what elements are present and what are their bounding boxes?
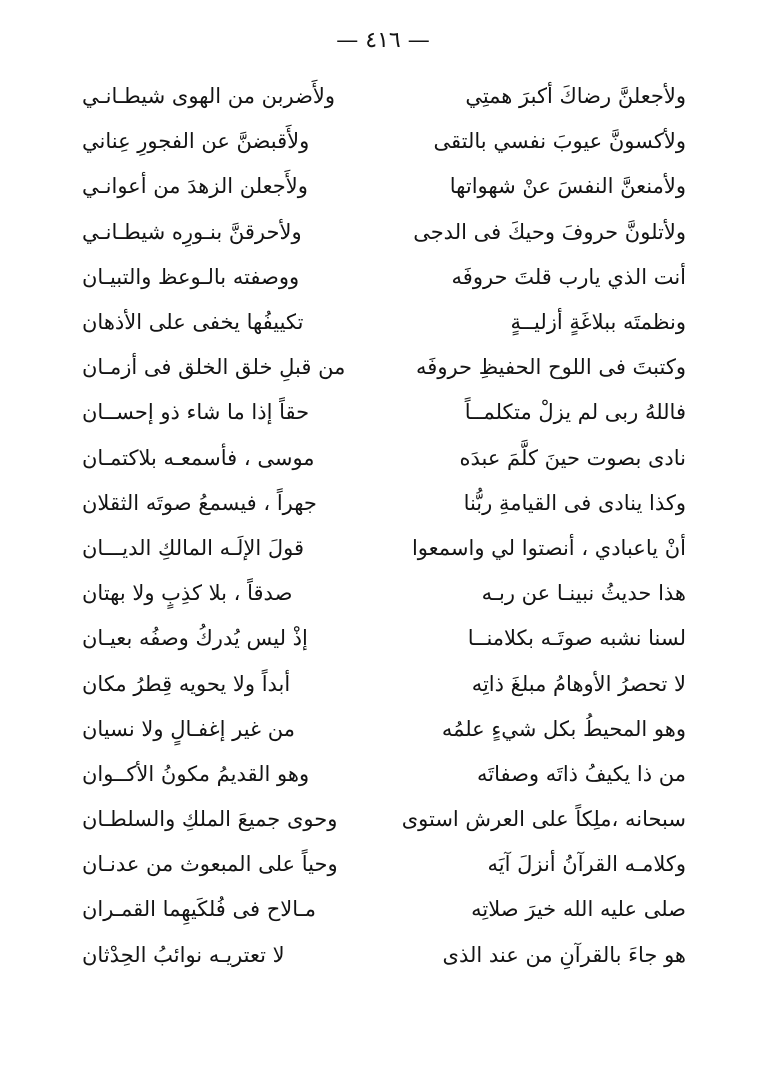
verse [82,752,686,797]
verse [82,707,686,752]
verse-second-hemistich: قولَ الإلَـه المالكِ الديـــان [82,535,305,560]
verse-first-hemistich: من ذا يكيفُ ذاتَه وصفاتَه [476,761,686,786]
verse-first-hemistich: صلى عليه الله خيرَ صلاتِه [471,897,686,922]
verse [82,390,686,435]
verse-first-hemistich: ولأجعلنَّ رضاكَ أكبرَ همتِي [465,84,686,109]
verse-first-hemistich: سبحانه ،ملِكاً على العرش استوى [401,807,686,832]
verse-second-hemistich: ولأحرقنَّ بنـورِه شيطـانـي [82,219,302,244]
verse-second-hemistich: من قبلِ خلق الخلق فى أزمـان [82,355,346,380]
verse-second-hemistich: صدقاً ، بلا كذِبٍ ولا بهتان [82,581,293,606]
verse-second-hemistich: لا تعتريـه نوائبُ الحِدْثان [82,942,285,967]
verse-second-hemistich: تكييفُها يخفى على الأذهان [82,310,304,335]
verse-second-hemistich: وحياً على المبعوث من عدنـان [82,852,338,877]
verse-first-hemistich: أنْ ياعبادي ، أنصتوا لي واسمعوا [411,535,686,560]
verse-first-hemistich: ولأتلونَّ حروفَ وحيكَ فى الدجى [413,219,686,244]
verse-second-hemistich: حقاً إذا ما شاء ذو إحســان [82,400,310,425]
verse [82,164,686,209]
verse-first-hemistich: لسنا نشبه صوتَـه بكلامنــا [467,626,686,651]
verse-first-hemistich: وكتبتَ فى اللوح الحفيظِ حروفَه [416,355,686,380]
verse-first-hemistich: ولأمنعنَّ النفسَ عنْ شهواتها [449,174,686,199]
verse [82,571,686,616]
verse-second-hemistich: ووصفته بالـوعظ والتبيـان [82,264,300,289]
verse-first-hemistich: وهو المحيطُ بكل شيءٍ علمُه [441,716,686,741]
verse-second-hemistich: من غير إغفـالٍ ولا نسيان [82,716,295,741]
verse-first-hemistich: هذا حديثُ نبينـا عن ربـه [481,581,686,606]
verse-second-hemistich: ولأَقبضنَّ عن الفجورِ عِناني [82,129,310,154]
verse [82,797,686,842]
verse-second-hemistich: أبداً ولا يحويه قِطرُ مكان [82,671,291,696]
verse-second-hemistich: وهو القديمُ مكونُ الأكــوان [82,761,310,786]
verse [82,933,686,978]
verse [82,616,686,661]
verse-first-hemistich: وكلامـه القرآنُ أنزلَ آيَه [487,852,686,877]
page-number: — ٤١٦ — [336,28,430,53]
verse [82,345,686,390]
verse-first-hemistich: هو جاءَ بالقرآنِ من عند الذى [442,942,686,967]
verse-second-hemistich: مـالاح فى فُلكَيهِما القمـران [82,897,317,922]
poem [82,74,686,978]
verse [82,436,686,481]
verse [82,255,686,300]
verse [82,526,686,571]
verse [82,842,686,887]
verse [82,210,686,255]
verse-second-hemistich: موسى ، فأسمعـه بلاكتمـان [82,445,315,470]
verse-first-hemistich: وكذا ينادى فى القيامةِ ربُّنا [463,490,686,515]
verse-first-hemistich: لا تحصرُ الأوهامُ مبلغَ ذاتِه [471,671,686,696]
verse [82,887,686,932]
verse [82,119,686,164]
verse-first-hemistich: ولأكسونَّ عيوبَ نفسي بالتقى [433,129,686,154]
verse [82,74,686,119]
verse-first-hemistich: نادى بصوت حينَ كلَّمَ عبدَه [459,445,686,470]
verse-first-hemistich: أنت الذي يارب قلتَ حروفَه [451,264,686,289]
verse [82,481,686,526]
verse-first-hemistich: ونظمتَه ببلاغَةٍ أزليــةٍ [510,310,686,335]
verse-first-hemistich: فاللهُ ربى لم يزلْ متكلمــاً [464,400,686,425]
verse-second-hemistich: ولأَضربن من الهوى شيطـانـي [82,84,336,109]
verse-second-hemistich: وحوى جميعَ الملكِ والسلطـان [82,807,338,832]
verse [82,300,686,345]
verse [82,661,686,706]
verse-second-hemistich: ولأَجعلن الزهدَ من أعوانـي [82,174,308,199]
verse-second-hemistich: إذْ ليس يُدركُ وصفُه بعيـان [82,626,308,651]
verse-second-hemistich: جهراً ، فيسمعُ صوتَه الثقلان [82,490,317,515]
